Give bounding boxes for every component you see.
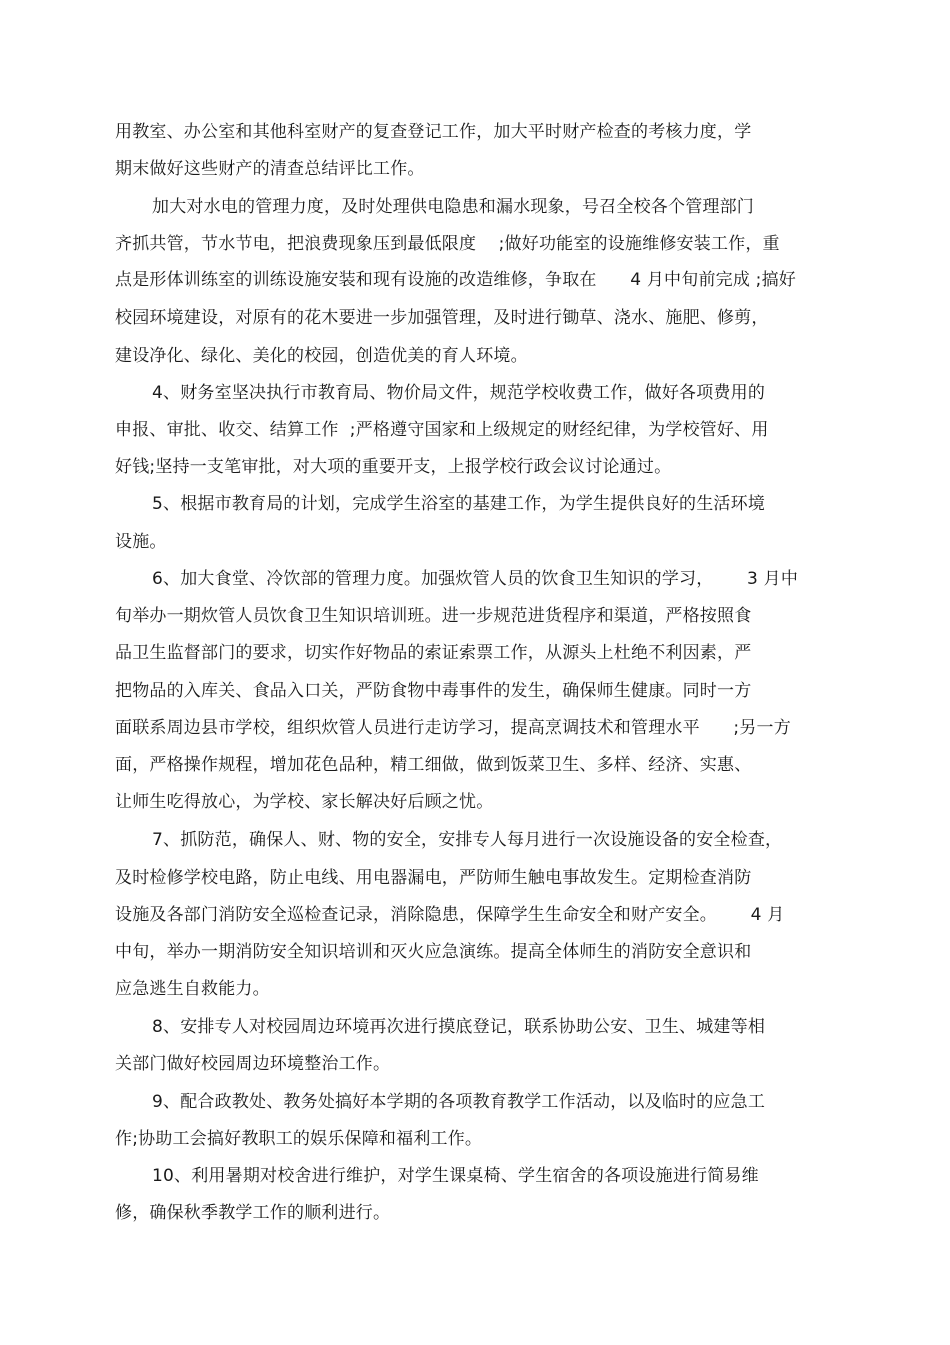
text-line: 应急逃生自救能力。 [115,979,270,999]
text-line: 好钱;坚持一支笔审批，对大项的重要开支，上报学校行政会议讨论通过。 [115,457,672,477]
text-line: 设施及各部门消防安全巡检查记录，消除隐患，保障学生生命安全和财产安全。 4 月 [115,905,785,925]
text-line: 10、利用暑期对校舍进行维护，对学生课桌椅、学生宿舍的各项设施进行简易维 [152,1166,759,1186]
text-line: 让师生吃得放心，为学校、家长解决好后顾之忧。 [115,792,494,812]
text-line: 9、配合政教处、教务处搞好本学期的各项教育教学工作活动，以及临时的应急工 [152,1092,766,1112]
text-line: 6、加大食堂、冷饮部的管理力度。加强炊管人员的饮食卫生知识的学习， 3 月中 [152,569,799,589]
text-line: 面，严格操作规程，增加花色品种，精工细做，做到饭菜卫生、多样、经济、实惠、 [115,755,752,775]
text-line: 把物品的入库关、食品入口关，严防食物中毒事件的发生，确保师生健康。同时一方 [115,681,752,701]
text-line: 及时检修学校电路，防止电线、用电器漏电，严防师生触电事故发生。定期检查消防 [115,868,752,888]
text-line: 品卫生监督部门的要求，切实作好物品的索证索票工作，从源头上杜绝不利因素，严 [115,643,752,663]
text-line: 期末做好这些财产的清查总结评比工作。 [115,159,425,179]
text-line: 加大对水电的管理力度，及时处理供电隐患和漏水现象，号召全校各个管理部门 [152,197,754,217]
text-line: 关部门做好校园周边环境整治工作。 [115,1054,391,1074]
text-line: 用教室、办公室和其他科室财产的复查登记工作，加大平时财产检查的考核力度，学 [115,122,752,142]
text-line: 中旬，举办一期消防安全知识培训和灭火应急演练。提高全体师生的消防安全意识和 [115,942,752,962]
text-line: 旬举办一期炊管人员饮食卫生知识培训班。进一步规范进货程序和渠道，严格按照食 [115,606,752,626]
text-line: 5、根据市教育局的计划，完成学生浴室的基建工作，为学生提供良好的生活环境 [152,494,766,514]
text-line: 建设净化、绿化、美化的校园，创造优美的育人环境。 [115,346,528,366]
text-line: 校园环境建设，对原有的花木要进一步加强管理，及时进行锄草、浇水、施肥、修剪， [115,308,769,328]
text-line: 点是形体训练室的训练设施安装和现有设施的改造维修，争取在 4 月中旬前完成 ;搞好 [115,270,796,290]
text-line: 修，确保秋季教学工作的顺利进行。 [115,1203,391,1223]
text-line: 面联系周边县市学校，组织炊管人员进行走访学习，提高烹调技术和管理水平 ;另一方 [115,718,791,738]
text-line: 8、安排专人对校园周边环境再次进行摸底登记，联系协助公安、卫生、城建等相 [152,1017,766,1037]
text-line: 4、财务室坚决执行市教育局、物价局文件，规范学校收费工作，做好各项费用的 [152,383,766,403]
text-line: 作;协助工会搞好教职工的娱乐保障和福利工作。 [115,1129,483,1149]
text-line: 申报、审批、收交、结算工作 ;严格遵守国家和上级规定的财经纪律，为学校管好、用 [115,420,769,440]
text-line: 7、抓防范，确保人、财、物的安全，安排专人每月进行一次设施设备的安全检查， [152,830,783,850]
text-line: 齐抓共管，节水节电，把浪费现象压到最低限度 ;做好功能室的设施维修安装工作，重 [115,234,780,254]
text-line: 设施。 [115,532,167,552]
